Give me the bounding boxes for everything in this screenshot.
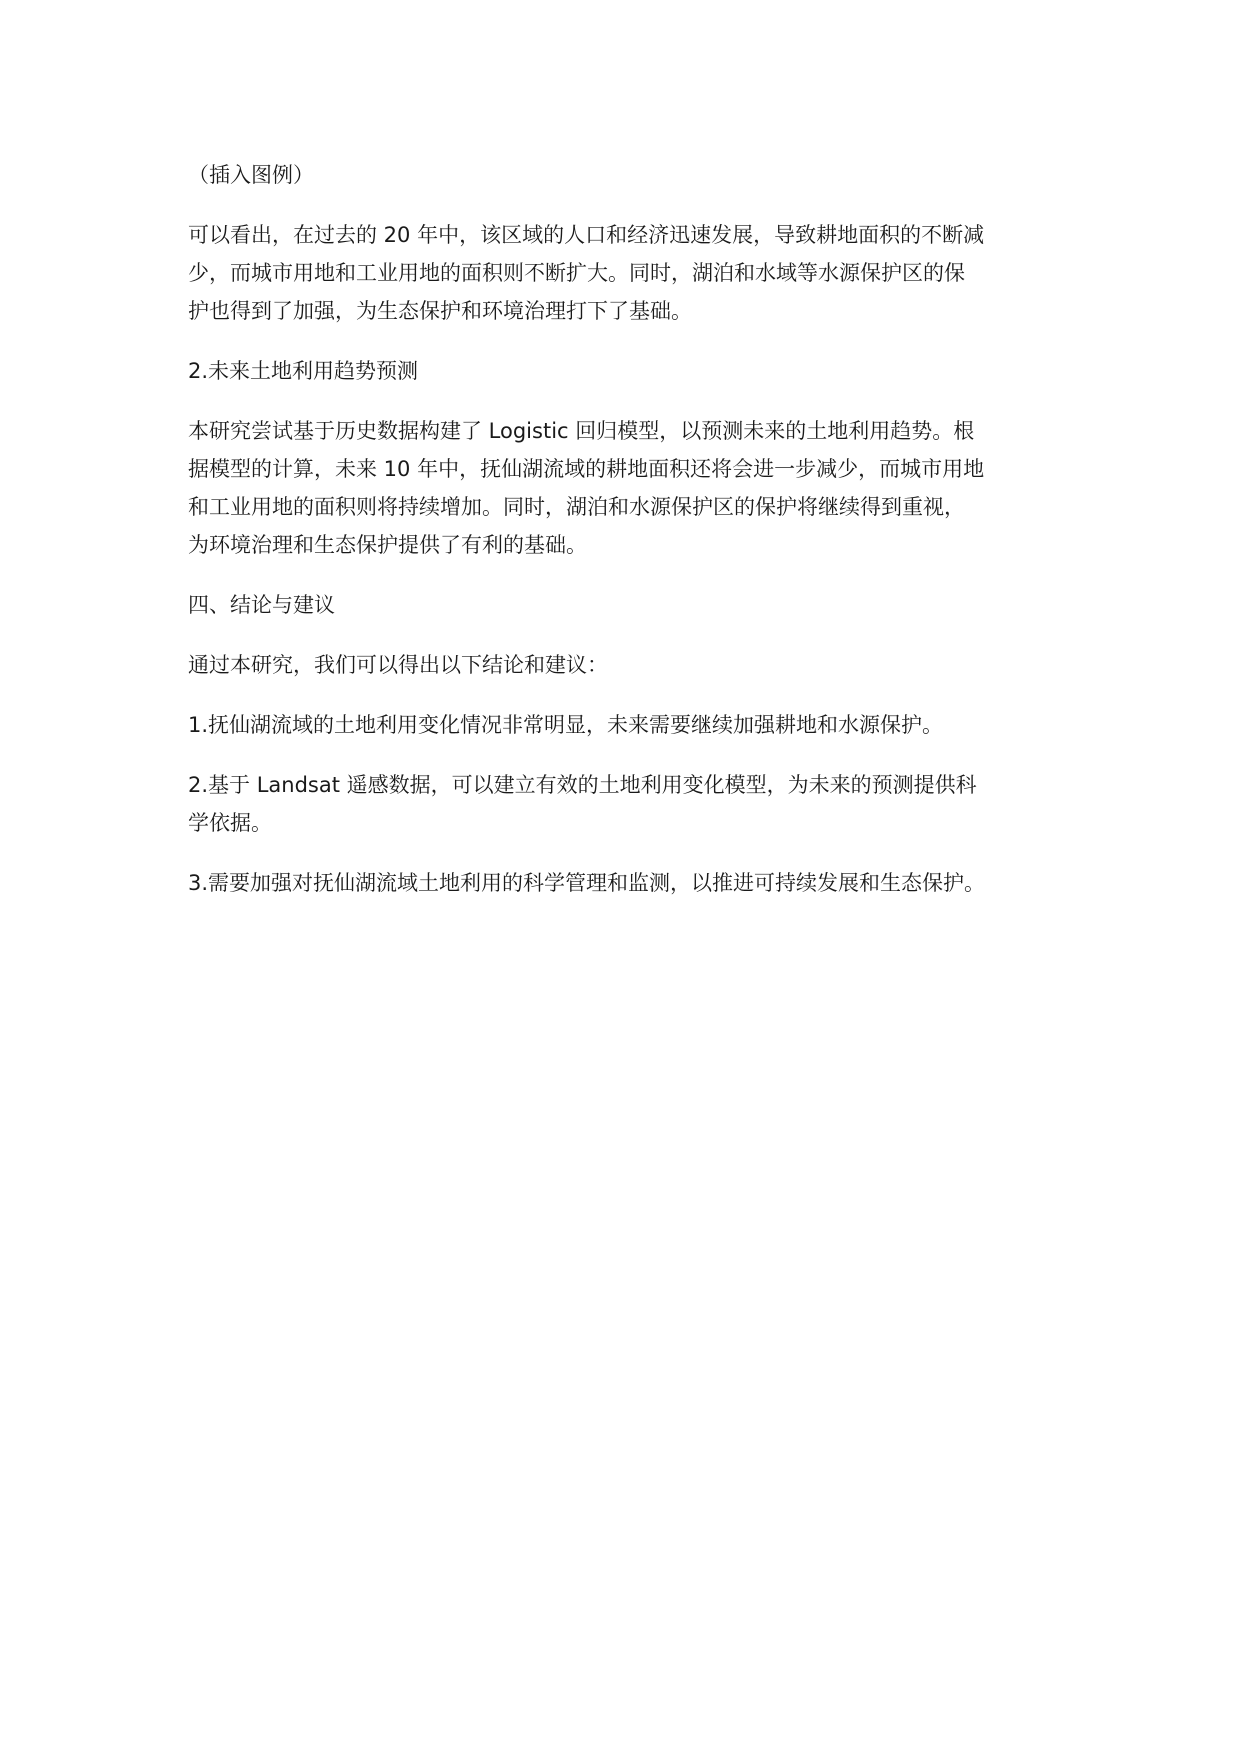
paragraph-history <box>188 216 1088 330</box>
conclusion-item-1 <box>188 706 1088 744</box>
text-line: 护也得到了加强，为生态保护和环境治理打下了基础。 <box>188 299 692 323</box>
text-line: 3.需要加强对抚仙湖流域土地利用的科学管理和监测，以推进可持续发展和生态保护。 <box>188 871 986 895</box>
paragraph-prediction <box>188 412 1088 564</box>
heading-prediction <box>188 352 1088 390</box>
document-page <box>188 156 1088 924</box>
conclusion-item-3 <box>188 864 1088 902</box>
section-heading: 2.未来土地利用趋势预测 <box>188 359 419 383</box>
text-line: 通过本研究，我们可以得出以下结论和建议： <box>188 653 608 677</box>
text-line: 和工业用地的面积则将持续增加。同时，湖泊和水源保护区的保护将继续得到重视， <box>188 495 965 519</box>
text-line: 据模型的计算，未来 10 年中，抚仙湖流域的耕地面积还将会进一步减少，而城市用地 <box>188 457 985 481</box>
text-line: 本研究尝试基于历史数据构建了 Logistic 回归模型，以预测未来的土地利用趋势。根 <box>188 419 975 443</box>
text-line: 为环境治理和生态保护提供了有利的基础。 <box>188 533 587 557</box>
text-line: 1.抚仙湖流域的土地利用变化情况非常明显，未来需要继续加强耕地和水源保护。 <box>188 713 944 737</box>
intro-conclusion <box>188 646 1088 684</box>
figure-placeholder <box>188 156 1088 194</box>
text-line: 2.基于 Landsat 遥感数据，可以建立有效的土地利用变化模型，为未来的预测提供科 <box>188 773 977 797</box>
text-line: （插入图例） <box>188 163 314 187</box>
section-heading: 四、结论与建议 <box>188 593 335 617</box>
text-line: 少，而城市用地和工业用地的面积则不断扩大。同时，湖泊和水域等水源保护区的保 <box>188 261 965 285</box>
text-line: 学依据。 <box>188 811 272 835</box>
heading-conclusion <box>188 586 1088 624</box>
conclusion-item-2 <box>188 766 1088 842</box>
text-line: 可以看出，在过去的 20 年中，该区域的人口和经济迅速发展，导致耕地面积的不断减 <box>188 223 985 247</box>
